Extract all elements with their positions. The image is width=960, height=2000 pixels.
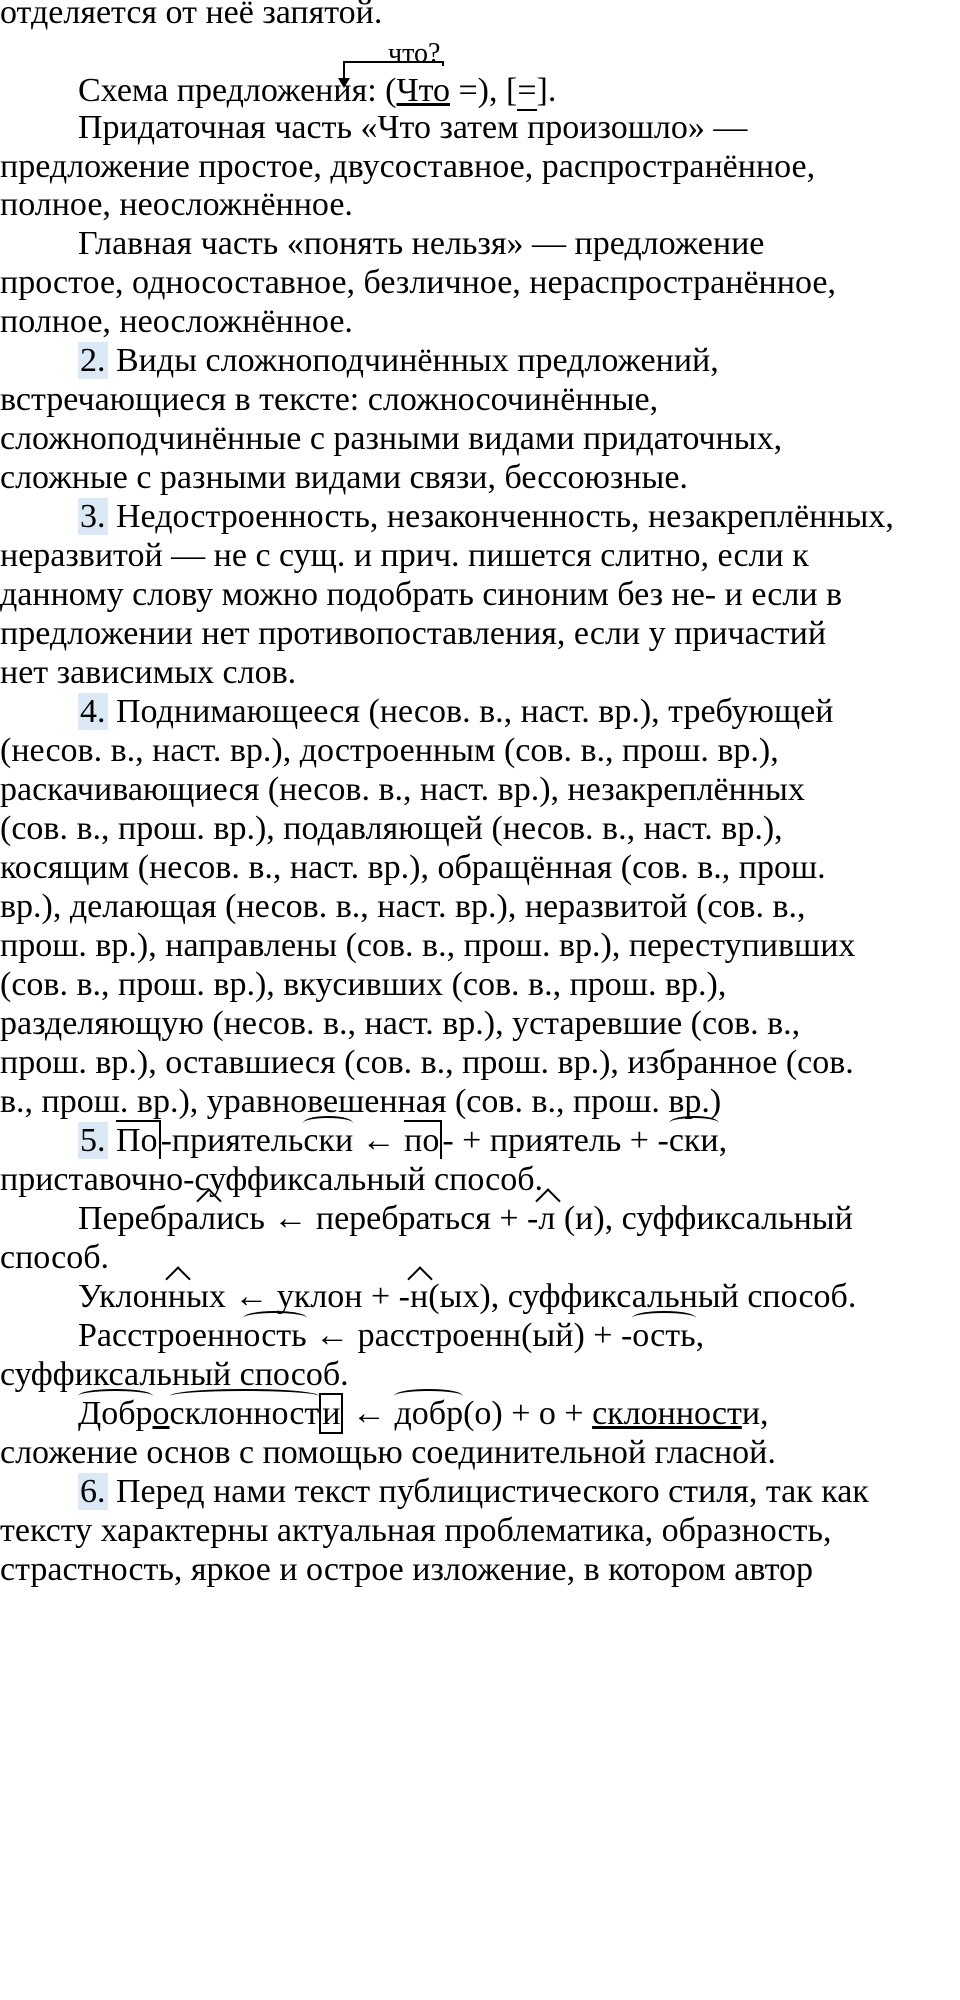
text-span: ←: [343, 1395, 395, 1432]
text-line: предложение простое, двусоставное, распространённое,: [0, 148, 816, 185]
connecting-vowel: о: [152, 1395, 170, 1432]
morpheme-line: [78, 1194, 853, 1243]
text-line: предложении нет противопоставления, если у причастий: [0, 615, 827, 652]
text-span: ,: [695, 1317, 705, 1354]
text-line: Главная часть «понять нельзя» — предложение: [78, 225, 765, 262]
text-span: Виды сложноподчинённых предложений,: [107, 342, 719, 379]
prefix-mark: по: [404, 1120, 442, 1159]
scheme-label: Схема предложения: (: [78, 72, 397, 109]
text-span: ←: [353, 1122, 405, 1159]
root-arc: склонност: [169, 1395, 320, 1432]
suffix-arc: ость: [243, 1317, 307, 1354]
text-line: полное, неосложнённое.: [0, 303, 353, 340]
text-span: Расстроенн: [78, 1317, 244, 1354]
text-line: способ.: [0, 1239, 110, 1276]
text-line: (несов. в., наст. вр.), достроенным (сов. в., прош. вр.),: [0, 732, 779, 769]
suffix-arc: ски: [303, 1122, 354, 1159]
text-line: в., прош. вр.), уравновешенная (сов. в., прош. вр.): [0, 1083, 722, 1120]
text-line: нет зависимых слов.: [0, 654, 297, 691]
ending-box: и: [319, 1393, 343, 1434]
text-span: Поднимающееся (несов. в., наст. вр.), требующей: [107, 693, 834, 730]
question-note: что?: [388, 38, 441, 69]
text-line: страстность, яркое и острое изложение, в котором автор: [0, 1551, 813, 1588]
text-line: сложноподчинённые с разными видами придаточных,: [0, 420, 783, 457]
text-line: простое, односоставное, безличное, нераспространённое,: [0, 264, 836, 301]
text-span: Недостроенность, незаконченность, незакреплённых,: [107, 498, 894, 535]
scheme-conjunction: Что: [396, 72, 450, 109]
text-span: (ых), суффиксальный способ.: [428, 1278, 857, 1315]
text-line: приставочно-суффиксальный способ.: [0, 1161, 544, 1198]
item-number: 4.: [80, 693, 106, 730]
text-span: ← расстроенн(ый) + -: [306, 1317, 633, 1354]
suffix-arc: ски: [668, 1122, 719, 1159]
root-arc: добр: [394, 1395, 464, 1432]
text-span: Перебра: [78, 1200, 200, 1237]
prefix-mark: По: [116, 1120, 161, 1159]
item-number: 3.: [80, 498, 106, 535]
text-line: прош. вр.), оставшиеся (сов. в., прош. вр.), избранное (сов.: [0, 1044, 854, 1081]
text-line: косящим (несов. в., наст. вр.), обращённая (сов. в., прош.: [0, 849, 826, 886]
text-span: ых ← уклон + -: [185, 1278, 410, 1315]
root-arc: Добр: [78, 1395, 153, 1432]
text-line: суффиксальный способ.: [0, 1356, 349, 1393]
text-line: (сов. в., прош. вр.), подавляющей (несов. в., наст. вр.),: [0, 810, 783, 847]
text-line: отделяется от неё запятой.: [0, 0, 383, 31]
text-line: (сов. в., прош. вр.), вкусивших (сов. в., прош. вр.),: [0, 966, 727, 1003]
text-line: данному слову можно подобрать синоним без не- и если в: [0, 576, 843, 613]
text-line: Придаточная часть «Что затем произошло» —: [78, 109, 748, 146]
text-span: Уклон: [78, 1278, 168, 1315]
text-line: тексту характерны актуальная проблематика, образность,: [0, 1512, 832, 1549]
text-span: ,: [718, 1122, 728, 1159]
text-line: встречающиеся в тексте: сложносочинённые,: [0, 381, 659, 418]
text-span: и,: [741, 1395, 769, 1432]
suffix-mark: л: [199, 1200, 217, 1237]
item-number: 2.: [80, 342, 106, 379]
text-line: вр.), делающая (несов. в., наст. вр.), неразвитой (сов. в.,: [0, 888, 806, 925]
scheme-mid: =), [: [450, 72, 518, 109]
text-span: - + приятель + -: [442, 1122, 669, 1159]
text-span: (о) + о +: [463, 1395, 593, 1432]
text-line: полное, неосложнённое.: [0, 186, 353, 223]
text-span: Перед нами текст публицистического стиля, так как: [107, 1473, 869, 1510]
text-span: ись ← перебраться + -: [216, 1200, 539, 1237]
text-line: сложение основ с помощью соединительной гласной.: [0, 1434, 776, 1471]
text-line: разделяющую (несов. в., наст. вр.), устаревшие (сов. в.,: [0, 1005, 801, 1042]
scheme-predicate: =: [517, 72, 537, 109]
item-number: 5.: [80, 1122, 106, 1159]
stem-underline: склонност: [592, 1395, 742, 1432]
suffix-mark: л: [538, 1200, 556, 1237]
suffix-mark: н: [167, 1278, 186, 1315]
text-line: сложные с разными видами связи, бессоюзные.: [0, 459, 688, 496]
text-line: неразвитой — не с сущ. и прич. пишется слитно, если к: [0, 537, 809, 574]
suffix-arc: ость: [632, 1317, 696, 1354]
suffix-mark: н: [410, 1278, 429, 1315]
text-line: раскачивающиеся (несов. в., наст. вр.), незакреплённых: [0, 771, 805, 808]
text-span: -приятель: [160, 1122, 304, 1159]
item-number: 6.: [80, 1473, 106, 1510]
scheme-end: ].: [536, 72, 557, 109]
text-span: (и), суффиксальный: [555, 1200, 853, 1237]
text-line: прош. вр.), направлены (сов. в., прош. вр.), переступивших: [0, 927, 856, 964]
